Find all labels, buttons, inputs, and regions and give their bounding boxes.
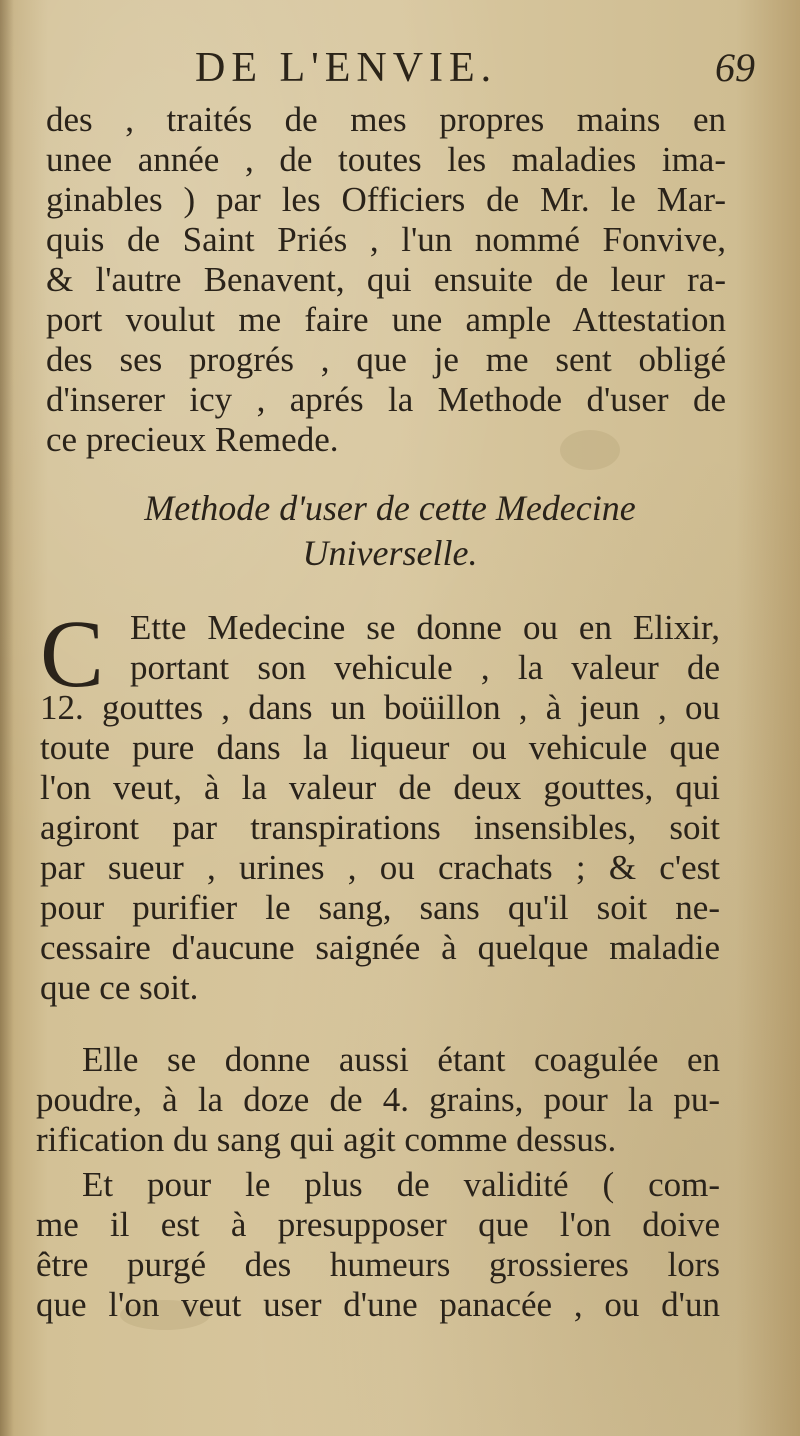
text-line: agiront par transpirations insensibles, soit xyxy=(40,808,720,847)
text-line: que ce soit. xyxy=(40,968,199,1007)
paragraph-3 xyxy=(36,1165,720,1325)
paragraph-2 xyxy=(36,1040,720,1160)
text-line: toute pure dans la liqueur ou vehicule que xyxy=(40,728,720,767)
text-line: pour purifier le sang, sans qu'il soit ne- xyxy=(40,888,720,927)
text-line: port voulut me faire une ample Attestation xyxy=(46,300,726,339)
text-line: l'on veut, à la valeur de deux gouttes, qui xyxy=(40,768,720,807)
main-paragraph xyxy=(40,600,720,1008)
text-line: des , traités de mes propres mains en xyxy=(46,100,726,139)
text-line: par sueur , urines , ou crachats ; & c'est xyxy=(40,848,720,887)
text-line: ginables ) par les Officiers de Mr. le Mar- xyxy=(46,180,726,219)
running-head xyxy=(195,44,755,104)
text-line: Et pour le plus de validité ( com- xyxy=(82,1165,720,1204)
text-line: Ette Medecine se donne ou en Elixir, xyxy=(130,608,720,647)
text-line: 12. gouttes , dans un boüillon , à jeun , ou xyxy=(40,688,720,727)
text-line: quis de Saint Priés , l'un nommé Fonvive, xyxy=(46,220,726,259)
section-heading xyxy=(50,486,730,576)
drop-cap: C xyxy=(40,600,105,707)
section-heading-line-1: Methode d'user de cette Medecine xyxy=(144,488,636,528)
section-heading-line-2: Universelle. xyxy=(302,533,478,573)
text-line: des ses progrés , que je me sent obligé xyxy=(46,340,726,379)
text-line: & l'autre Benavent, qui ensuite de leur ra- xyxy=(46,260,726,299)
text-line: d'inserer icy , aprés la Methode d'user de xyxy=(46,380,726,419)
text-line: rification du sang qui agit comme dessus. xyxy=(36,1120,617,1159)
page-number: 69 xyxy=(715,45,755,90)
text-line: poudre, à la doze de 4. grains, pour la pu- xyxy=(36,1080,720,1119)
text-line: ce precieux Remede. xyxy=(46,420,339,459)
text-line: être purgé des humeurs grossieres lors xyxy=(36,1245,720,1284)
text-line: me il est à presupposer que l'on doive xyxy=(36,1205,720,1244)
text-line: portant son vehicule , la valeur de xyxy=(130,648,720,687)
text-line: Elle se donne aussi étant coagulée en xyxy=(82,1040,720,1079)
page-binding-shadow xyxy=(0,0,14,1436)
running-title: DE L'ENVIE. xyxy=(195,45,498,91)
intro-paragraph xyxy=(46,100,726,460)
text-line: cessaire d'aucune saignée à quelque maladie xyxy=(40,928,720,967)
text-line: que l'on veut user d'une panacée , ou d'un xyxy=(36,1285,720,1324)
text-line: unee année , de toutes les maladies ima- xyxy=(46,140,726,179)
